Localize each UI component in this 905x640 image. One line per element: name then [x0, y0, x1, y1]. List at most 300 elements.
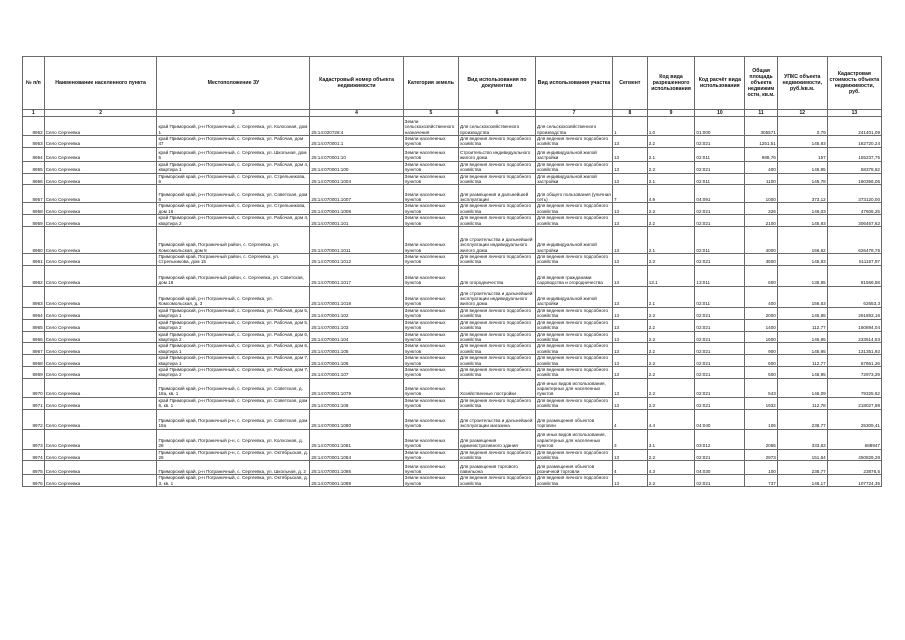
settlement-name-cell: Село Сергеевка — [44, 355, 157, 367]
land-location-cell: Приморский край, р-н Пограничный, с. Сергеевка, ул. Советская, д. 18а, кв. 1 — [157, 378, 310, 397]
permitted-use-code-cell: 2.2 — [647, 203, 695, 215]
calc-use-code-cell: 02:021 — [695, 319, 745, 331]
cadastral-number-cell: 25:14:070001:107 — [310, 366, 403, 378]
cadastral-number-cell: 25:14:070001:10 — [310, 147, 403, 161]
header-cell: УПКС объекта недвижимости, руб./кв.м. — [777, 57, 827, 110]
settlement-name-cell: Село Сергеевка — [44, 254, 157, 266]
total-area-cell: 1600 — [745, 331, 778, 343]
specific-cadastral-value-cell: 0,79 — [777, 117, 827, 136]
cadastral-value-cell: 160356,05 — [827, 173, 881, 185]
row-number-cell: 8960 — [23, 227, 45, 254]
land-location-cell: Приморский край, Пограничный район, с. Сергеевка, ул. Комсомольская, дом 8 — [157, 227, 310, 254]
actual-use-cell: Для размещения объектов торговли — [535, 409, 612, 429]
land-category-cell: Земли населенных пунктов — [403, 185, 458, 203]
specific-cadastral-value-cell: 145,95 — [777, 161, 827, 173]
total-area-cell: 2000 — [745, 307, 778, 319]
calc-use-code-cell: 02:021 — [695, 161, 745, 173]
row-number-cell: 8958 — [23, 203, 45, 215]
header-cell: Категория земель — [403, 57, 458, 110]
specific-cadastral-value-cell: 145,93 — [777, 254, 827, 266]
actual-use-cell: Для ведения личного подсобного хозяйства — [535, 331, 612, 343]
calc-use-code-cell: 02:011 — [695, 286, 745, 307]
total-area-cell: 2100 — [745, 215, 778, 227]
settlement-name-cell: Село Сергеевка — [44, 147, 157, 161]
land-location-cell: край Приморский, р-н Пограничный, с. Сергеевка, ул. Рабочая, дом 4, квартира 2 — [158, 215, 309, 226]
settlement-name-cell: Село Сергеевка — [44, 331, 157, 343]
specific-cadastral-value-cell: 156,62 — [777, 227, 827, 254]
documented-use-cell: Для ведения личного подсобного хозяйства — [458, 307, 535, 319]
land-category-cell: Земли сельскохозяйственного назначения — [403, 117, 458, 136]
segment-cell: 13 — [612, 366, 647, 378]
cadastral-value-cell: 131351,92 — [827, 343, 881, 355]
segment-cell: 13 — [612, 449, 647, 461]
permitted-use-code-cell: 2.2 — [647, 343, 695, 355]
actual-use-cell: Для ведения личного подсобного хозяйства — [535, 449, 612, 461]
actual-use-cell: Для ведения личного подсобного хозяйства — [535, 136, 612, 148]
land-category-cell: Земли населенных пунктов — [403, 429, 458, 449]
permitted-use-code-cell: 2.1 — [647, 147, 695, 161]
specific-cadastral-value-cell: 238,77 — [777, 461, 827, 475]
specific-cadastral-value-cell: 112,77 — [777, 355, 827, 367]
calc-use-code-cell: 04:040 — [695, 409, 745, 429]
calc-use-code-cell: 02:021 — [695, 378, 745, 397]
land-category-cell: Земли населенных пунктов — [403, 136, 458, 148]
segment-cell: 13 — [612, 227, 647, 254]
permitted-use-code-cell: 2.2 — [647, 215, 695, 227]
actual-use-cell: Для размещения объектов розничной торговли — [535, 461, 612, 475]
table-row — [23, 203, 882, 215]
land-category-cell: Земли населенных пунктов — [403, 147, 458, 161]
documented-use-cell: Для ведения личного подсобного хозяйства — [458, 366, 535, 378]
column-number: 2 — [44, 110, 157, 117]
total-area-cell: 100 — [745, 461, 778, 475]
calc-use-code-cell: 02:021 — [695, 254, 745, 266]
table-row — [23, 173, 882, 185]
cadastral-number-cell: 25:14:070001:1089 — [310, 475, 403, 487]
settlement-name-cell: Село Сергеевка — [44, 343, 157, 355]
row-number-cell: 8965 — [23, 319, 45, 331]
cadastral-number-cell: 25:14:070001:101 — [310, 215, 403, 227]
row-number-cell: 8955 — [23, 161, 45, 173]
segment-cell: 13 — [612, 343, 647, 355]
total-area-cell: 3500 — [745, 254, 778, 266]
total-area-cell: 1400 — [745, 319, 778, 331]
table-row — [23, 227, 882, 254]
table-row — [23, 429, 882, 449]
land-location-cell: край Приморский, р-н Пограничный, с. Сергеевка, ул. Рабочая, дом 5, квартира 2 — [158, 319, 309, 331]
cadastral-number-cell: 25:14:070001:1081 — [310, 429, 403, 449]
documented-use-cell: Для строительства и дальнейшей эксплуатации индивидуального жилого дома — [458, 227, 535, 254]
actual-use-cell: Для ведения личного подсобного хозяйства — [535, 307, 612, 319]
permitted-use-code-cell: 2.2 — [647, 449, 695, 461]
total-area-cell: 2973 — [745, 449, 778, 461]
header-cell: Вид использования участка — [535, 57, 612, 110]
land-location-cell: край Приморский, р-н Пограничный, с. Сергеевка, ул. Рабочая, дом 47 — [157, 136, 310, 148]
specific-cadastral-value-cell: 135,95 — [777, 265, 827, 286]
actual-use-cell: Для ведения личного подсобного хозяйства — [535, 343, 612, 355]
cadastral-number-cell: 25:14:070001:108 — [310, 397, 403, 409]
calc-use-code-cell: 04:030 — [695, 461, 745, 475]
land-category-cell: Земли населенных пунктов — [403, 331, 458, 343]
documented-use-cell: Строительство индивидуального жилого дома — [458, 147, 535, 161]
land-category-cell: Земли населенных пунктов — [403, 461, 458, 475]
land-category-cell: Земли населенных пунктов — [403, 449, 458, 461]
row-number-cell: 8971 — [23, 397, 45, 409]
documented-use-cell: Для ведения личного подсобного хозяйства — [458, 215, 535, 227]
cadastral-number-cell: 25:14:070001:1018 — [310, 286, 403, 307]
settlement-name-cell: Село Сергеевка — [44, 461, 157, 475]
documented-use-cell: Хозяйственные постройки — [458, 378, 535, 397]
segment-cell: 7 — [612, 185, 647, 203]
actual-use-cell: Для ведения личного подсобного хозяйства — [535, 215, 612, 227]
cadastral-number-cell: 25:14:070001:103 — [310, 319, 403, 331]
calc-use-code-cell: 02:011 — [695, 227, 745, 254]
documented-use-cell: Для ведения личного подсобного хозяйства — [458, 449, 535, 461]
row-number-cell: 8972 — [23, 409, 45, 429]
land-category-cell: Земли населенных пунктов — [403, 286, 458, 307]
header-cell: Сегмент — [612, 57, 647, 110]
specific-cadastral-value-cell: 146,17 — [777, 475, 827, 487]
cadastral-value-cell: 160894,04 — [827, 319, 881, 331]
row-number-cell: 8974 — [23, 449, 45, 461]
table-row — [23, 355, 882, 367]
table-row — [23, 319, 882, 331]
permitted-use-code-cell: 4.4 — [647, 409, 695, 429]
land-location-cell: Приморский край, р-н Пограничный, с. Сергеевка, ул. Советская, дом 6 — [157, 185, 310, 203]
total-area-cell: 543 — [745, 378, 778, 397]
segment-cell: 13 — [612, 203, 647, 215]
total-area-cell: 2065 — [745, 429, 778, 449]
cadastral-number-cell: 25:14:070001:1084 — [310, 449, 403, 461]
cadastral-number-cell: 25:14:070001:100 — [310, 161, 403, 173]
cadastral-value-cell: 67661,26 — [827, 355, 881, 367]
permitted-use-code-cell: 2.1 — [647, 173, 695, 185]
settlement-name-cell: Село Сергеевка — [44, 185, 157, 203]
land-category-cell: Земли населенных пунктов — [403, 366, 458, 378]
specific-cadastral-value-cell: 145,95 — [777, 366, 827, 378]
land-category-cell: Земли населенных пунктов — [403, 409, 458, 429]
table-row — [23, 307, 882, 319]
total-area-cell: 600 — [745, 355, 778, 367]
settlement-name-cell: Село Сергеевка — [44, 203, 157, 215]
row-number-cell: 8962 — [23, 265, 45, 286]
specific-cadastral-value-cell: 146,03 — [777, 203, 827, 215]
permitted-use-code-cell: 4.3 — [647, 461, 695, 475]
actual-use-cell: Для ведения личного подсобного хозяйства — [535, 203, 612, 215]
cadastral-number-cell: 25:14:020728:4 — [310, 117, 403, 136]
calc-use-code-cell: 02:021 — [695, 355, 745, 367]
segment-cell: 4 — [612, 409, 647, 429]
cadastral-number-cell: 25:14:070001:1080 — [310, 409, 403, 429]
cadastral-number-cell: 25:14:070001:1 — [310, 136, 403, 148]
column-number: 6 — [458, 110, 535, 117]
column-number: 1 — [23, 110, 45, 117]
documented-use-cell: Для ведения личного подсобного хозяйства — [458, 173, 535, 185]
column-number: 12 — [777, 110, 827, 117]
calc-use-code-cell: 02:021 — [695, 136, 745, 148]
land-category-cell: Земли населенных пунктов — [403, 397, 458, 409]
calc-use-code-cell: 03:012 — [695, 429, 745, 449]
total-area-cell: 737 — [745, 475, 778, 487]
land-location-cell: край Приморский, р-н Пограничный, с. Сергеевка, ул. Рабочая, дом 4, квартира 1 — [158, 161, 309, 173]
row-number-cell: 8963 — [23, 286, 45, 307]
segment-cell: 13 — [612, 173, 647, 185]
total-area-cell: 1932 — [745, 397, 778, 409]
cadastral-value-cell: 182720,24 — [827, 136, 881, 148]
land-category-cell: Земли населенных пунктов — [403, 173, 458, 185]
row-number-cell: 8957 — [23, 185, 45, 203]
cadastral-value-cell: 72973,29 — [827, 366, 881, 378]
column-number: 5 — [403, 110, 458, 117]
permitted-use-code-cell: 2.2 — [647, 161, 695, 173]
land-category-cell: Земли населенных пунктов — [403, 161, 458, 173]
land-location-cell: край Приморский, р-н Пограничный, с. Сергеевка, ул. Рабочая, дом 5, квартира 1 — [158, 307, 309, 319]
documented-use-cell: Для ведения личного подсобного хозяйства — [458, 475, 535, 487]
calc-use-code-cell: 04:091 — [695, 185, 745, 203]
row-number-cell: 8973 — [23, 429, 45, 449]
cadastral-value-cell: 23876,5 — [827, 461, 881, 475]
table-row — [23, 265, 882, 286]
land-location-cell: край Приморский, р-н Пограничный, с. Сергеевка, ул. Рабочая, дом 6, квартира 1 — [158, 343, 309, 354]
land-location-cell: край Приморский, р-н Пограничный, с. Сергеевка, ул. Советская, дом 6, кв. 1 — [157, 397, 310, 409]
actual-use-cell: Для общего пользования (уличная сеть) — [535, 185, 612, 203]
row-number-cell: 8967 — [23, 343, 45, 355]
cadastral-value-cell: 373120,00 — [827, 185, 881, 203]
column-number-row — [23, 110, 882, 117]
header-cell: № п/п — [23, 57, 45, 110]
documented-use-cell: Для размещения и дальнейшей эксплуатации — [458, 185, 535, 203]
segment-cell: 13 — [612, 307, 647, 319]
land-category-cell: Земли населенных пунктов — [403, 215, 458, 227]
permitted-use-code-cell: 3.1 — [647, 429, 695, 449]
actual-use-cell: Для ведения личного подсобного хозяйства — [535, 355, 612, 367]
settlement-name-cell: Село Сергеевка — [44, 429, 157, 449]
table-row — [23, 147, 882, 161]
row-number-cell: 8954 — [23, 147, 45, 161]
calc-use-code-cell: 02:021 — [695, 307, 745, 319]
column-number: 10 — [695, 110, 745, 117]
row-number-cell: 8969 — [23, 366, 45, 378]
total-area-cell: 988,76 — [745, 147, 778, 161]
table-row — [23, 409, 882, 429]
land-category-cell: Земли населенных пунктов — [403, 307, 458, 319]
cadastral-number-cell: 25:14:070001:104 — [310, 331, 403, 343]
land-location-cell: Приморский край, р-н Пограничный, с. Сергеевка, ул. Комсомольская, д. 3 — [157, 286, 310, 307]
column-number: 13 — [827, 110, 881, 117]
specific-cadastral-value-cell: 238,77 — [777, 409, 827, 429]
table-row — [23, 331, 882, 343]
cadastral-number-cell: 25:14:070001:1004 — [310, 173, 403, 185]
documented-use-cell: Для ведения личного подсобного хозяйства — [458, 161, 535, 173]
specific-cadastral-value-cell: 151,64 — [777, 449, 827, 461]
permitted-use-code-cell: 13.1 — [647, 265, 695, 286]
specific-cadastral-value-cell: 145,78 — [777, 173, 827, 185]
permitted-use-code-cell: 2.2 — [647, 331, 695, 343]
actual-use-cell: Для ведения личного подсобного хозяйства — [535, 366, 612, 378]
segment-cell: 13 — [612, 397, 647, 409]
calc-use-code-cell: 13:011 — [695, 265, 745, 286]
cadastral-value-cell: 688947 — [827, 429, 881, 449]
actual-use-cell: Для ведения личного подсобного хозяйства — [535, 161, 612, 173]
actual-use-cell: Для иных видов использования, характерных для населенных пунктов — [535, 429, 612, 449]
column-number: 3 — [157, 110, 310, 117]
documented-use-cell: Для ведения личного подсобного хозяйства — [458, 397, 535, 409]
land-category-cell: Земли населенных пунктов — [403, 378, 458, 397]
calc-use-code-cell: 02:021 — [695, 397, 745, 409]
cadastral-number-cell: 25:14:070001:1079 — [310, 378, 403, 397]
actual-use-cell: Для индивидуальной жилой застройки — [535, 147, 612, 161]
actual-use-cell: Для ведения личного подсобного хозяйства — [535, 397, 612, 409]
cadastral-value-cell: 155237,75 — [827, 147, 881, 161]
land-location-cell: Приморский край, Пограничный р-н, с. Сергеевка, ул. Октябрьская, д. 26 — [158, 449, 308, 460]
calc-use-code-cell: 02:011 — [695, 173, 745, 185]
table-row — [23, 185, 882, 203]
cadastral-value-cell: 291893,16 — [827, 307, 881, 319]
specific-cadastral-value-cell: 145,93 — [777, 215, 827, 227]
settlement-name-cell: Село Сергеевка — [44, 319, 157, 331]
specific-cadastral-value-cell: 333,63 — [777, 429, 827, 449]
cadastral-number-cell: 25:14:070001:1085 — [310, 461, 403, 475]
segment-cell: 13 — [612, 355, 647, 367]
table-row — [23, 449, 882, 461]
cadastral-value-cell: 626478,76 — [827, 227, 881, 254]
column-number: 9 — [647, 110, 695, 117]
table-row — [23, 117, 882, 136]
settlement-name-cell: Село Сергеевка — [44, 409, 157, 429]
header-cell: Вид использования по документам — [458, 57, 535, 110]
documented-use-cell: Для огородничества — [458, 265, 535, 286]
total-area-cell: 1100 — [745, 173, 778, 185]
permitted-use-code-cell: 2.2 — [647, 254, 695, 266]
actual-use-cell: Для ведения личного подсобного хозяйства — [535, 319, 612, 331]
row-number-cell: 8975 — [23, 461, 45, 475]
settlement-name-cell: Село Сергеевка — [44, 307, 157, 319]
documented-use-cell: Для строительства и дальнейшей эксплуатации магазина — [458, 409, 535, 429]
segment-cell: 13 — [612, 254, 647, 266]
header-cell: Код расчёт вида использования — [695, 57, 745, 110]
cadastral-number-cell: 25:14:070001:1011 — [310, 227, 403, 254]
land-location-cell: Приморский край, р-н Пограничный, с. Сергеевка, ул. Стрельникова, 6 — [157, 173, 310, 185]
land-location-cell: край Приморский, р-н Пограничный, с. Сергеевка, ул. Школьная, дом 5 — [157, 147, 310, 161]
cadastral-number-cell: 25:14:070001:102 — [310, 307, 403, 319]
land-location-cell: Приморский край, Пограничный район, с. Сергеевка, ул. Стрельникова, дом 15 — [157, 254, 310, 266]
segment-cell: 13 — [612, 265, 647, 286]
cadastral-value-cell: 62653,3 — [827, 286, 881, 307]
column-number: 7 — [535, 110, 612, 117]
cadastral-value-cell: 450829,28 — [827, 449, 881, 461]
actual-use-cell: Для индивидуальной жилой застройки — [535, 173, 612, 185]
cadastral-value-cell: 306467,62 — [827, 215, 881, 227]
permitted-use-code-cell: 2.2 — [647, 378, 695, 397]
land-category-cell: Земли населенных пунктов — [403, 203, 458, 215]
row-number-cell: 8956 — [23, 173, 45, 185]
cadastral-value-cell: 233514,53 — [827, 331, 881, 343]
cadastral-number-cell: 25:14:070001:1017 — [310, 265, 403, 286]
cadastral-value-cell: 58378,62 — [827, 161, 881, 173]
column-number: 11 — [745, 110, 778, 117]
land-category-cell: Земли населенных пунктов — [403, 475, 458, 487]
cadastral-number-cell: 25:14:070001:1008 — [310, 203, 403, 215]
specific-cadastral-value-cell: 145,95 — [777, 331, 827, 343]
settlement-name-cell: Село Сергеевка — [44, 378, 157, 397]
row-number-cell: 8959 — [23, 215, 45, 227]
row-number-cell: 8964 — [23, 307, 45, 319]
total-area-cell: 500 — [745, 366, 778, 378]
settlement-name-cell: Село Сергеевка — [44, 286, 157, 307]
total-area-cell: 4000 — [745, 227, 778, 254]
cadastral-value-cell: 511167,97 — [827, 254, 881, 266]
table-row — [23, 161, 882, 173]
land-location-cell: Приморский край, Пограничный район, с. Сергеевка, ул. Советская, дом 18 — [157, 265, 310, 286]
table-row — [23, 215, 882, 227]
header-cell: Код вида разрешенного использования — [647, 57, 695, 110]
calc-use-code-cell: 02:021 — [695, 343, 745, 355]
settlement-name-cell: Село Сергеевка — [44, 173, 157, 185]
calc-use-code-cell: 02:021 — [695, 331, 745, 343]
documented-use-cell: Для ведения личного подсобного хозяйства — [458, 355, 535, 367]
calc-use-code-cell: 02:021 — [695, 203, 745, 215]
permitted-use-code-cell: 2.2 — [647, 136, 695, 148]
row-number-cell: 8970 — [23, 378, 45, 397]
land-location-cell: Приморский край, р-н Пограничный, с. Сергеевка, ул. Октябрьская, д. 3, кв. 1 — [158, 475, 308, 486]
documented-use-cell: Для сельскохозяйственного производства — [458, 117, 535, 136]
column-number: 4 — [310, 110, 403, 117]
header-cell: Кадастровая стоимость объекта недвижимости, руб. — [827, 57, 881, 110]
segment-cell: 13 — [612, 147, 647, 161]
column-number: 8 — [612, 110, 647, 117]
permitted-use-code-cell: 4.9 — [647, 185, 695, 203]
row-number-cell: 8966 — [23, 331, 45, 343]
land-location-cell: Приморский край, Пограничный р-н, с. Сергеевка, ул. Колхозная, д. 28 — [157, 429, 310, 449]
header-cell: Наименование населенного пункта — [44, 57, 157, 110]
calc-use-code-cell: 02:021 — [695, 475, 745, 487]
segment-cell: 13 — [612, 331, 647, 343]
documented-use-cell: Для ведения личного подсобного хозяйства — [458, 203, 535, 215]
specific-cadastral-value-cell: 112,78 — [777, 397, 827, 409]
row-number-cell: 8952 — [23, 117, 45, 136]
documented-use-cell: Для размещения торгового павильона — [458, 461, 535, 475]
settlement-name-cell: Село Сергеевка — [44, 449, 157, 461]
settlement-name-cell: Село Сергеевка — [44, 136, 157, 148]
segment-cell: 13 — [612, 215, 647, 227]
table-row — [23, 475, 882, 487]
permitted-use-code-cell: 2.2 — [647, 397, 695, 409]
specific-cadastral-value-cell: 157 — [777, 147, 827, 161]
cadastral-number-cell: 25:14:070001:1007 — [310, 185, 403, 203]
segment-cell: 13 — [612, 161, 647, 173]
land-location-cell: Приморский край, р-н Пограничный, с. Сергеевка, ул. Школьная, д. 2 — [157, 461, 310, 475]
documented-use-cell: Для ведения личного подсобного хозяйства — [458, 254, 535, 266]
table-row — [23, 397, 882, 409]
table-row — [23, 136, 882, 148]
specific-cadastral-value-cell: 146,09 — [777, 378, 827, 397]
specific-cadastral-value-cell: 156,63 — [777, 286, 827, 307]
cadastral-value-cell: 25309,41 — [827, 409, 881, 429]
segment-cell: 13 — [612, 136, 647, 148]
permitted-use-code-cell: 2.2 — [647, 307, 695, 319]
cadastral-value-table — [22, 56, 882, 487]
actual-use-cell: Для сельскохозяйственного производства — [535, 117, 612, 136]
row-number-cell: 8976 — [23, 475, 45, 487]
cadastral-value-cell: 81566,58 — [827, 265, 881, 286]
permitted-use-code-cell: 2.1 — [647, 286, 695, 307]
header-cell: Кадастровый номер объекта недвижимости — [310, 57, 403, 110]
calc-use-code-cell: 02:011 — [695, 147, 745, 161]
specific-cadastral-value-cell: 145,95 — [777, 343, 827, 355]
permitted-use-code-cell: 2.2 — [647, 355, 695, 367]
settlement-name-cell: Село Сергеевка — [44, 227, 157, 254]
land-location-cell: край Приморский, р-н Пограничный, с. Сергеевка, ул. Рабочая, дом 7, квартира 1 — [158, 355, 309, 366]
